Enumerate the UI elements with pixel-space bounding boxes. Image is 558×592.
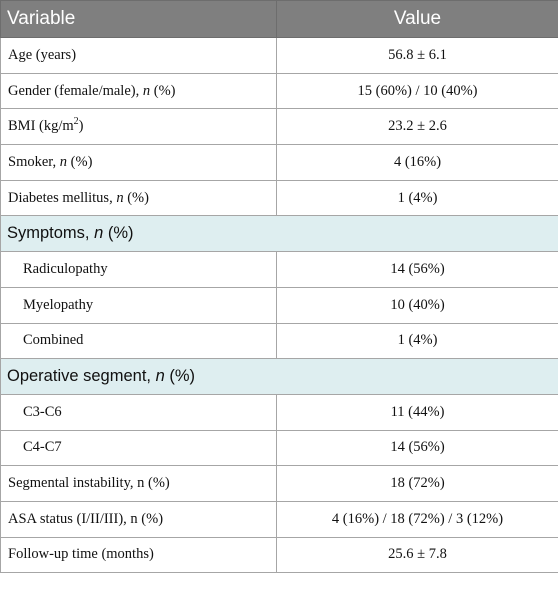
row-value-myelopathy: 10 (40%) bbox=[277, 287, 558, 323]
row-label-radiculopathy: Radiculopathy bbox=[1, 252, 277, 288]
table-row bbox=[1, 73, 558, 109]
table-row bbox=[1, 109, 558, 145]
row-value-followup: 25.6 ± 7.8 bbox=[277, 537, 558, 573]
row-label-c4c7: C4-C7 bbox=[1, 430, 277, 466]
row-label-gender: Gender (female/male), n (%) bbox=[1, 73, 277, 109]
section-label-operative-segment: Operative segment, n (%) bbox=[1, 359, 558, 395]
table-row bbox=[1, 323, 558, 359]
row-value-radiculopathy: 14 (56%) bbox=[277, 252, 558, 288]
table-row bbox=[1, 430, 558, 466]
row-label-bmi: BMI $(kg/m^2)$ bbox=[1, 109, 277, 145]
row-value-instability: 18 (72%) bbox=[277, 466, 558, 502]
table-row bbox=[1, 466, 558, 502]
table-row bbox=[1, 394, 558, 430]
row-value-c3c6: 11 (44%) bbox=[277, 394, 558, 430]
row-value-gender: 15 (60%) / 10 (40%) bbox=[277, 73, 558, 109]
table-row bbox=[1, 145, 558, 181]
row-value-combined: 1 (4%) bbox=[277, 323, 558, 359]
header-value: Value bbox=[277, 1, 558, 38]
row-value-smoker: 4 (16%) bbox=[277, 145, 558, 181]
table-row bbox=[1, 537, 558, 573]
table-row bbox=[1, 252, 558, 288]
row-value-c4c7: 14 (56%) bbox=[277, 430, 558, 466]
row-label-combined: Combined bbox=[1, 323, 277, 359]
row-value-bmi: 23.2 ± 2.6 bbox=[277, 109, 558, 145]
section-row-operative-segment bbox=[1, 359, 558, 395]
header-variable: Variable bbox=[1, 1, 277, 38]
table-header-row bbox=[1, 1, 558, 38]
table-row bbox=[1, 38, 558, 74]
row-label-myelopathy: Myelopathy bbox=[1, 287, 277, 323]
row-label-smoker: Smoker, n (%) bbox=[1, 145, 277, 181]
table-row bbox=[1, 501, 558, 537]
row-value-age: 56.8 ± 6.1 bbox=[277, 38, 558, 74]
row-label-c3c6: C3-C6 bbox=[1, 394, 277, 430]
section-row-symptoms bbox=[1, 216, 558, 252]
row-label-age: Age (years) bbox=[1, 38, 277, 74]
row-label-followup: Follow-up time (months) bbox=[1, 537, 277, 573]
section-label-symptoms: Symptoms, n (%) bbox=[1, 216, 558, 252]
row-label-diabetes: Diabetes mellitus, n (%) bbox=[1, 180, 277, 216]
row-label-asa: ASA status (I/II/III), n (%) bbox=[1, 501, 277, 537]
row-value-diabetes: 1 (4%) bbox=[277, 180, 558, 216]
table-row bbox=[1, 180, 558, 216]
row-value-asa: 4 (16%) / 18 (72%) / 3 (12%) bbox=[277, 501, 558, 537]
row-label-instability: Segmental instability, n (%) bbox=[1, 466, 277, 502]
table-row bbox=[1, 287, 558, 323]
